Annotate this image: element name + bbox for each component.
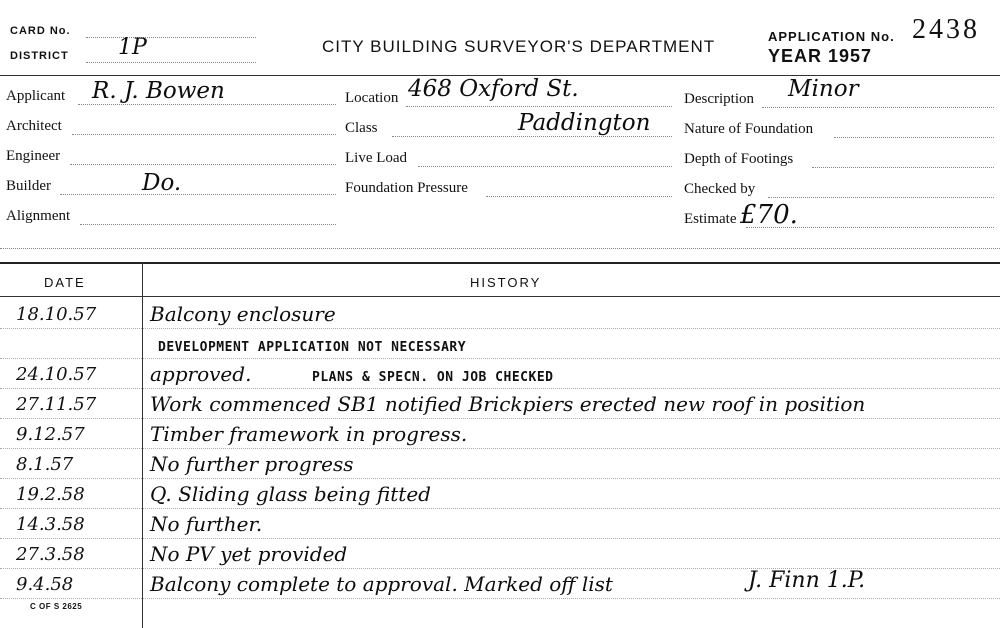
- architect-label: Architect: [6, 118, 62, 134]
- row-separator: [0, 538, 1000, 539]
- history-entry: Balcony complete to approval. Marked off list: [150, 572, 613, 596]
- live-load-label: Live Load: [345, 150, 408, 166]
- history-date: 27.11.57: [16, 394, 97, 415]
- history-entry: No further progress: [150, 452, 354, 476]
- history-date: 24.10.57: [16, 364, 97, 385]
- history-entry: Work commenced SB1 notified Brickpiers erected new roof in position: [150, 392, 866, 416]
- estimate-label: Estimate: [684, 211, 737, 227]
- alignment-line: [80, 224, 336, 225]
- depth-of-footings-line: [812, 167, 994, 168]
- builder-value: Do.: [142, 170, 182, 196]
- applicant-label: Applicant: [6, 88, 66, 104]
- history-date: 8.1.57: [16, 454, 74, 475]
- builder-label: Builder: [6, 178, 51, 194]
- engineer-line: [70, 164, 336, 165]
- builder-line: [60, 194, 336, 195]
- application-no-label: APPLICATION No.: [768, 29, 895, 44]
- location-line: [406, 106, 672, 107]
- history-entry: Balcony enclosure: [150, 302, 336, 326]
- history-date: 27.3.58: [16, 544, 85, 565]
- location-label: Location: [345, 90, 399, 106]
- district-line: [86, 62, 256, 63]
- district-label: DISTRICT: [10, 50, 69, 62]
- row-separator: [0, 598, 1000, 599]
- district-value: 1P: [118, 35, 147, 60]
- history-date: 9.12.57: [16, 424, 85, 445]
- row-separator: [0, 388, 1000, 389]
- row-separator: [0, 328, 1000, 329]
- signature: J. Finn 1.P.: [748, 568, 866, 593]
- description-line: [762, 107, 994, 108]
- live-load-line: [418, 166, 672, 167]
- row-separator: [0, 508, 1000, 509]
- row-separator: [0, 418, 1000, 419]
- estimate-value: £70.: [740, 200, 798, 230]
- history-top-divider: [0, 262, 1000, 264]
- description-value: Minor: [788, 76, 859, 102]
- history-entry: Timber framework in progress.: [150, 422, 468, 446]
- architect-line: [72, 134, 336, 135]
- history-entry: approved.: [150, 362, 252, 386]
- depth-of-footings-label: Depth of Footings: [684, 151, 794, 167]
- engineer-label: Engineer: [6, 148, 61, 164]
- foundation-pressure-line: [486, 196, 672, 197]
- applicant-value: R. J. Bowen: [92, 78, 225, 104]
- foundation-pressure-label: Foundation Pressure: [345, 180, 468, 196]
- class-label: Class: [345, 120, 378, 136]
- history-date: 18.10.57: [16, 304, 97, 325]
- date-column-header: DATE: [44, 275, 86, 290]
- row-separator: [0, 358, 1000, 359]
- history-date: 19.2.58: [16, 484, 85, 505]
- history-typed-stamp: PLANS & SPECN. ON JOB CHECKED: [312, 370, 554, 385]
- card-no-line: [86, 37, 256, 38]
- date-column-divider: [142, 262, 143, 628]
- checked-by-label: Checked by: [684, 181, 756, 197]
- card-no-label: CARD No.: [10, 25, 71, 37]
- nature-of-foundation-line: [834, 137, 994, 138]
- year-label: YEAR 1957: [768, 46, 873, 66]
- description-label: Description: [684, 91, 754, 107]
- application-no-value: 2438: [912, 14, 980, 45]
- history-date: 9.4.58: [16, 574, 74, 595]
- fields-bottom-dotted: [0, 248, 1000, 249]
- history-date: 14.3.58: [16, 514, 85, 535]
- history-entry: No further.: [150, 512, 263, 536]
- location-value: 468 Oxford St.: [408, 76, 579, 102]
- row-separator: [0, 448, 1000, 449]
- alignment-label: Alignment: [6, 208, 71, 224]
- row-separator: [0, 478, 1000, 479]
- history-entry: No PV yet provided: [150, 542, 348, 566]
- nature-of-foundation-label: Nature of Foundation: [684, 121, 814, 137]
- location-suburb: Paddington: [518, 110, 651, 136]
- history-typed-stamp: DEVELOPMENT APPLICATION NOT NECESSARY: [158, 340, 467, 355]
- form-number: C OF S 2625: [30, 602, 83, 611]
- applicant-line: [78, 104, 336, 105]
- class-line: [392, 136, 672, 137]
- department-title: CITY BUILDING SURVEYOR'S DEPARTMENT: [322, 37, 716, 56]
- history-column-header: HISTORY: [470, 275, 542, 290]
- checked-by-line: [768, 197, 994, 198]
- history-entry: Q. Sliding glass being fitted: [150, 482, 431, 506]
- table-header-divider: [0, 296, 1000, 297]
